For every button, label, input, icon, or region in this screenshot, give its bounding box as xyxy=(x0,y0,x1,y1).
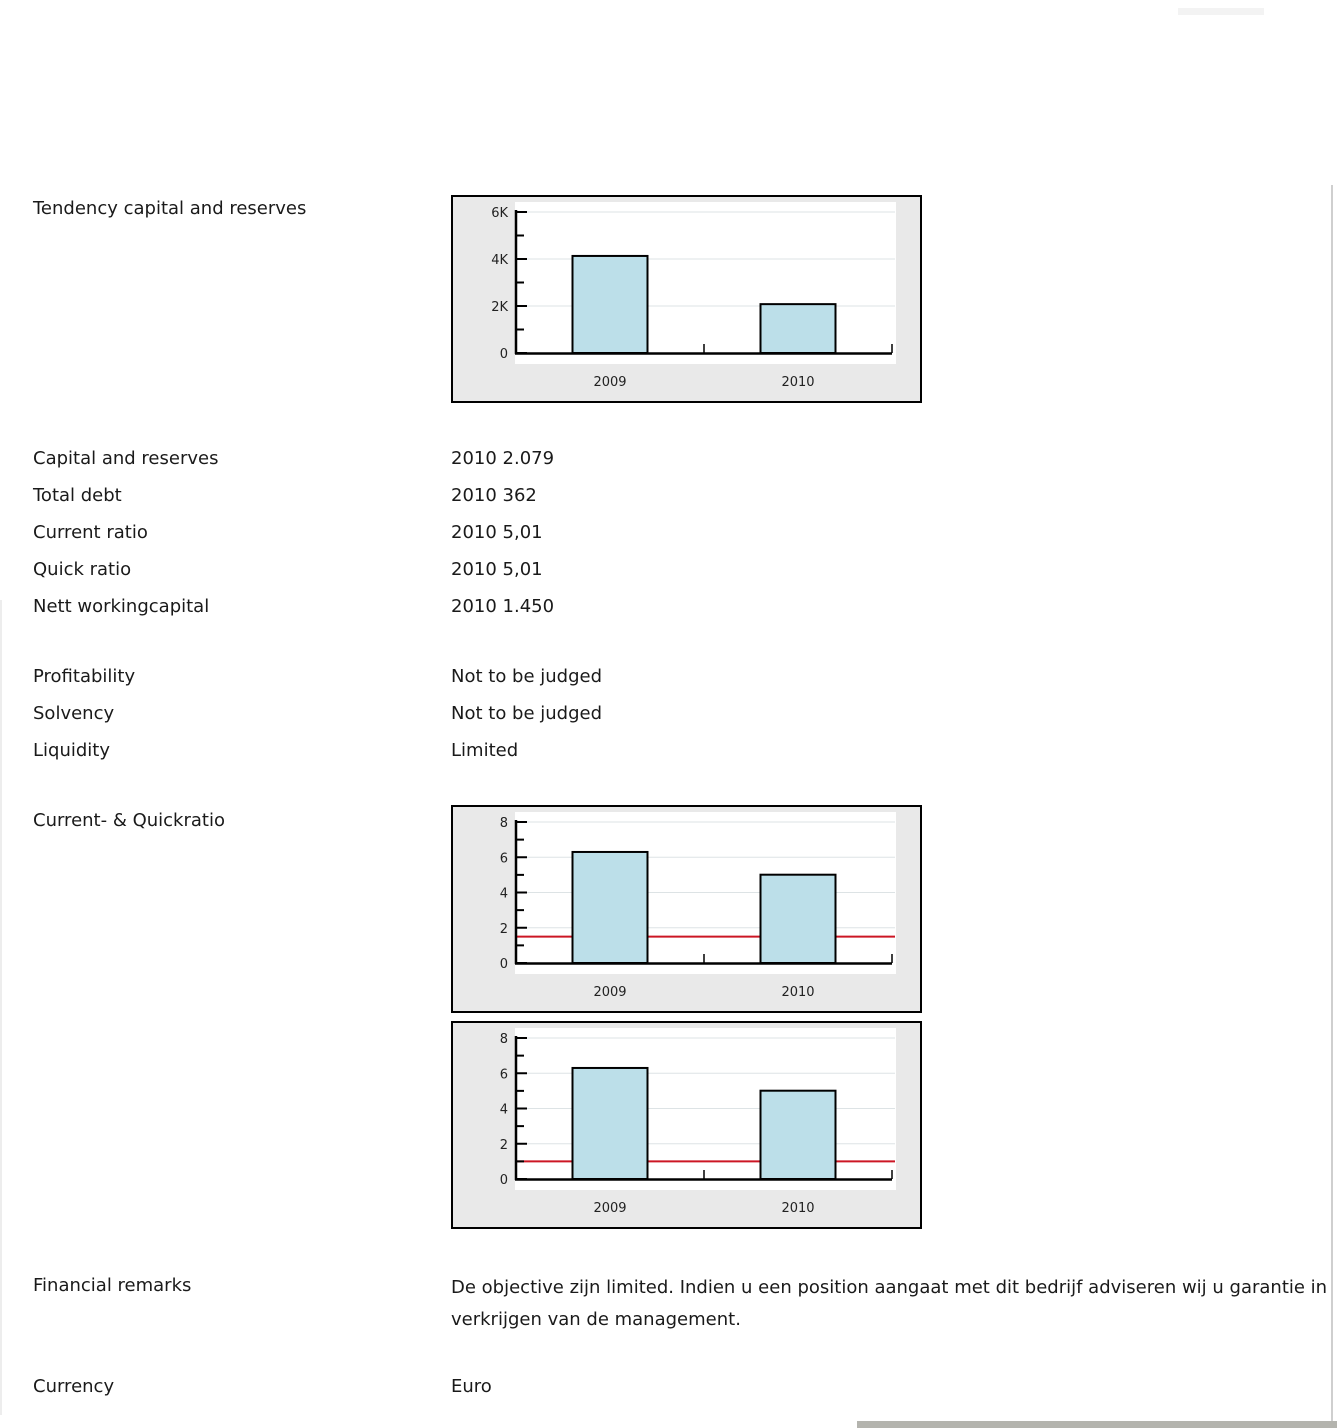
row-value: Limited xyxy=(451,740,519,761)
currency-label: Currency xyxy=(33,1376,115,1397)
horizontal-scrollbar[interactable] xyxy=(857,1421,1337,1428)
svg-text:4: 4 xyxy=(499,1102,508,1118)
svg-text:2K: 2K xyxy=(491,300,508,315)
row-label: Liquidity xyxy=(33,740,111,761)
svg-text:0: 0 xyxy=(499,347,508,362)
top-right-faint-strip xyxy=(1178,8,1264,15)
svg-text:8: 8 xyxy=(499,1032,508,1047)
row-value: 2010 5,01 xyxy=(451,522,543,543)
row-value: Not to be judged xyxy=(451,666,603,687)
left-border-line xyxy=(0,600,2,1415)
svg-text:4: 4 xyxy=(499,886,508,902)
svg-text:2: 2 xyxy=(499,921,508,937)
row-label: Total debt xyxy=(33,485,122,506)
remarks-label: Financial remarks xyxy=(33,1275,192,1296)
remarks-text: De objective zijn limited. Indien u een position aangaat met dit bedrijf adviseren wij u garantie in verkrijgen van de management. xyxy=(451,1277,1328,1330)
svg-text:4K: 4K xyxy=(491,253,508,268)
row-label: Capital and reserves xyxy=(33,448,219,469)
row-value: 2010 5,01 xyxy=(451,559,543,580)
svg-text:6: 6 xyxy=(499,1067,508,1083)
row-label: Solvency xyxy=(33,703,115,724)
svg-text:2010: 2010 xyxy=(781,375,815,390)
svg-text:2009: 2009 xyxy=(593,1201,627,1216)
right-border-line xyxy=(1331,185,1333,1428)
row-value: 2010 362 xyxy=(451,485,537,506)
tendency-chart-title: Tendency capital and reserves xyxy=(33,198,307,219)
svg-text:0: 0 xyxy=(499,957,508,972)
quick-ratio-chart xyxy=(451,1021,922,1230)
row-value: Not to be judged xyxy=(451,703,603,724)
svg-text:6: 6 xyxy=(499,851,508,867)
ratio-charts-title: Current- & Quickratio xyxy=(33,810,225,831)
svg-text:2: 2 xyxy=(499,1137,508,1153)
svg-text:2010: 2010 xyxy=(781,985,815,1000)
svg-text:8: 8 xyxy=(499,816,508,831)
tendency-capital-reserves-chart xyxy=(451,195,922,404)
row-label: Current ratio xyxy=(33,522,148,543)
svg-text:2009: 2009 xyxy=(593,985,627,1000)
svg-text:2010: 2010 xyxy=(781,1201,815,1216)
row-label: Quick ratio xyxy=(33,559,132,580)
row-value: 2010 2.079 xyxy=(451,448,555,469)
currency-value: Euro xyxy=(451,1376,492,1397)
row-value: 2010 1.450 xyxy=(451,596,555,617)
svg-text:6K: 6K xyxy=(491,206,508,221)
current-ratio-chart xyxy=(451,805,922,1013)
svg-text:2009: 2009 xyxy=(593,375,627,390)
row-label: Nett workingcapital xyxy=(33,596,210,617)
svg-text:0: 0 xyxy=(499,1173,508,1188)
row-label: Profitability xyxy=(33,666,136,687)
